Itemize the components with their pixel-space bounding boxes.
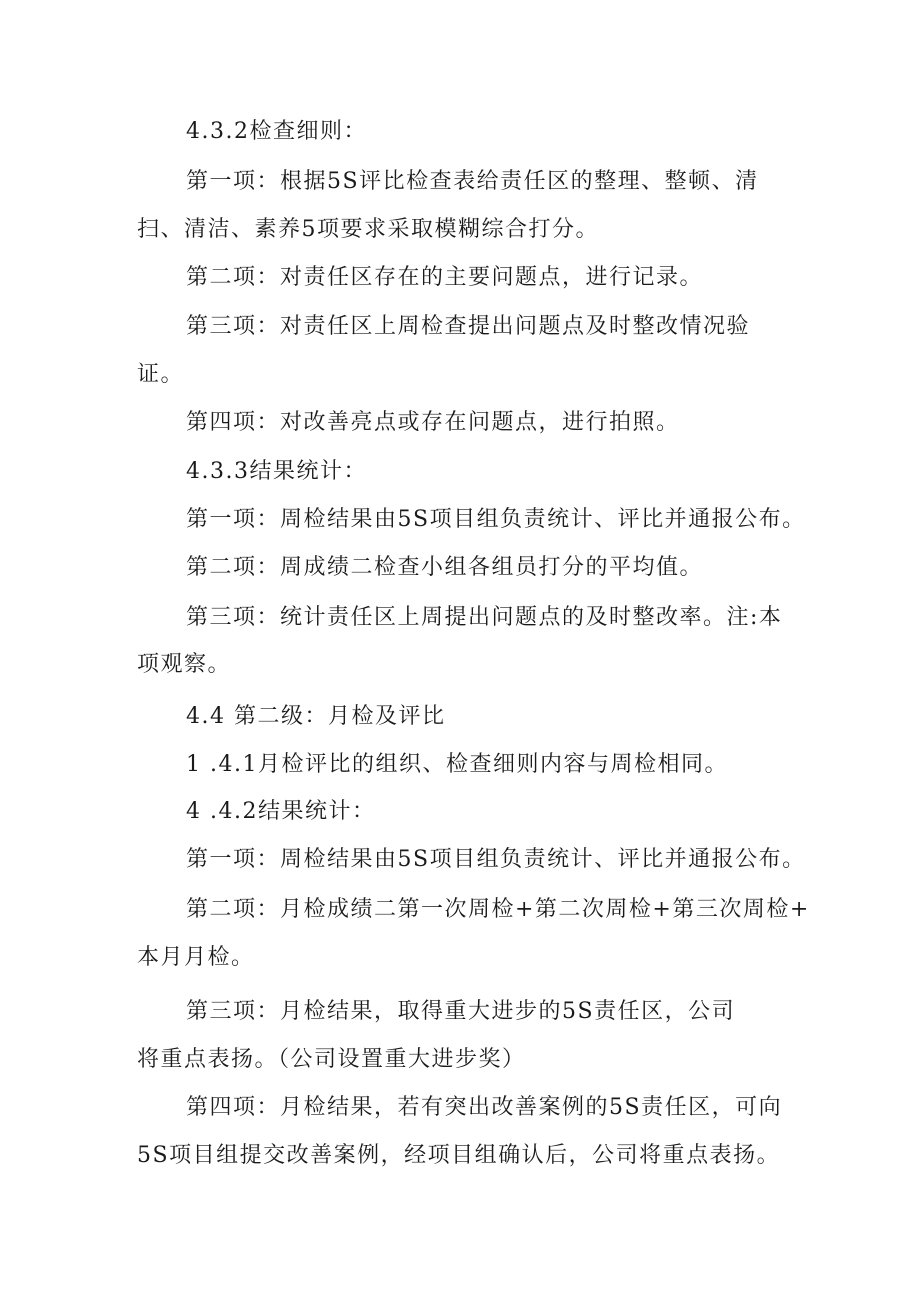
paragraph-line: 第二项：周成绩二检查小组各组员打分的平均值。 [186,555,704,580]
paragraph-line: 第一项：周检结果由5S项目组负责统计、评比并通报公布。 [186,507,806,532]
paragraph-line: 第四项：对改善亮点或存在问题点，进行拍照。 [186,410,680,435]
paragraph-line: 第一项：根据5S评比检查表给责任区的整理、整顿、清 [186,169,759,194]
paragraph-line: 扫、清洁、素养5项要求采取模糊综合打分。 [137,217,599,242]
heading-4-4: 4.4 第二级：月检及评比 [186,704,446,729]
paragraph-line: 1 .4.1月检评比的组织、检查细则内容与周检相同。 [186,752,728,777]
paragraph-line: 证。 [137,362,185,387]
paragraph-line: 本月月检。 [137,945,255,970]
heading-4-3-2: 4.3.2检查细则： [186,119,367,144]
paragraph-line: 第三项：对责任区上周检查提出问题点及时整改情况验 [186,314,751,339]
paragraph-line: 项观察。 [137,652,232,677]
heading-4-3-3: 4.3.3结果统计： [186,459,367,484]
paragraph-line: 第四项：月检结果，若有突出改善案例的5S责任区，可向 [186,1095,783,1120]
paragraph-line: 5S项目组提交改善案例，经项目组确认后，公司将重点表扬。 [137,1143,781,1168]
paragraph-line: 第一项：周检结果由5S项目组负责统计、评比并通报公布。 [186,847,806,872]
paragraph-line: 第三项：统计责任区上周提出问题点的及时整改率。注:本 [186,605,783,630]
paragraph-line: 第二项：月检成绩二第一次周检+第二次周检+第三次周检+ [186,897,810,922]
heading-4-4-2: 4 .4.2结果统计： [186,799,376,824]
paragraph-line: 第三项：月检结果，取得重大进步的5S责任区，公司 [186,999,736,1024]
paragraph-line: 将重点表扬。（公司设置重大进步奖） [137,1047,526,1072]
paragraph-line: 第二项：对责任区存在的主要问题点，进行记录。 [186,265,704,290]
